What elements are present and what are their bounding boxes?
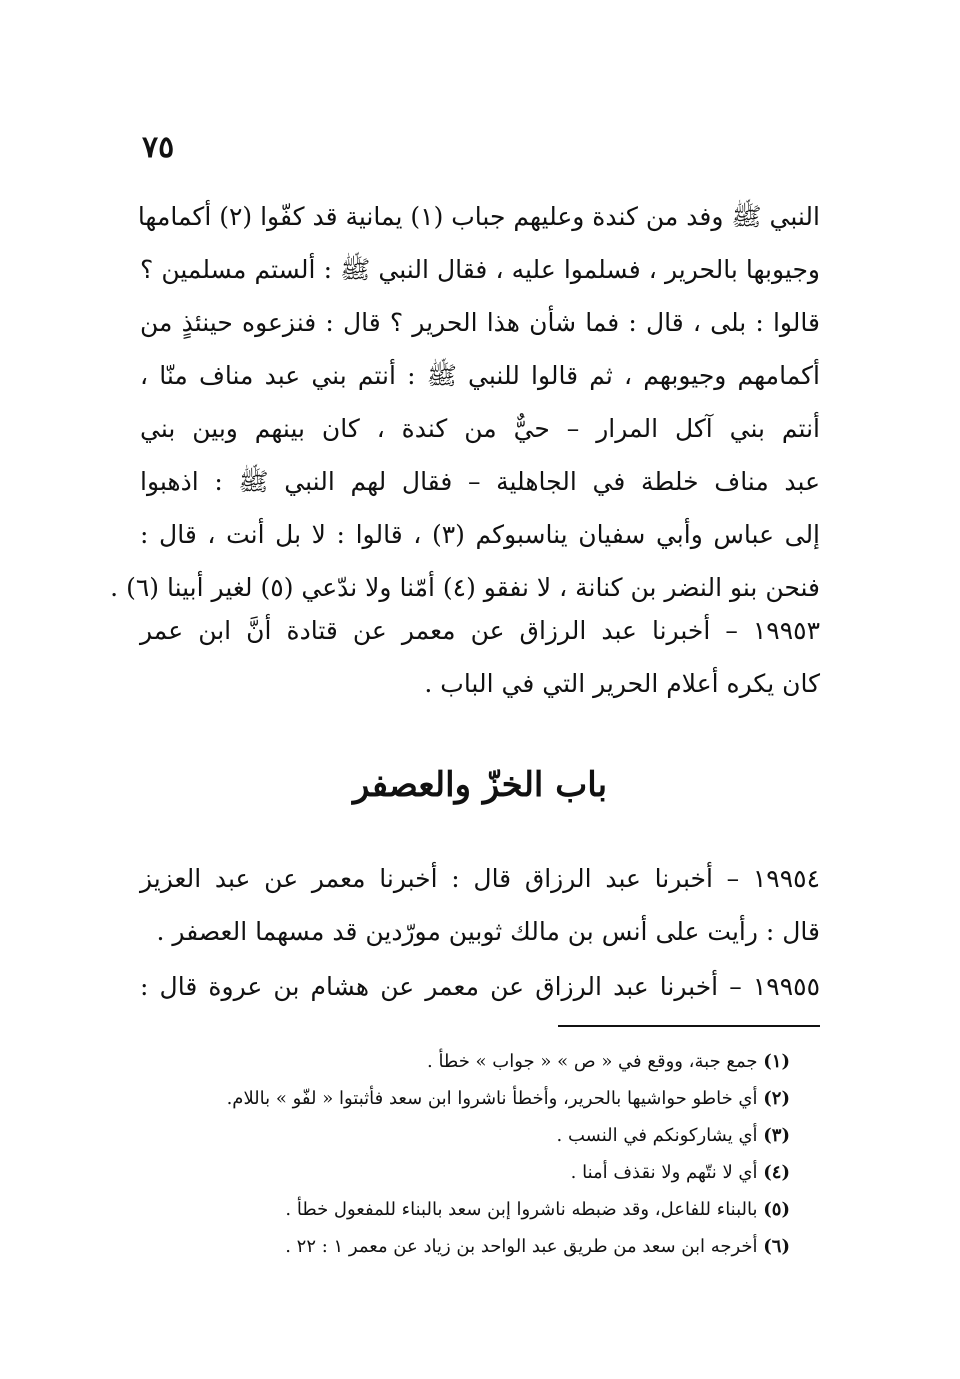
footnote bbox=[150, 1117, 790, 1154]
footnote-number: (٦) bbox=[763, 1236, 790, 1257]
text-line: أنتم بني آكل المرار – حيٌّ من كندة ، كان بينهم وبين بني bbox=[140, 414, 820, 443]
text-line: وجيوبها بالحرير ، فسلموا عليه ، فقال النبي ﷺ : ألستم مسلمين ؟ bbox=[140, 255, 820, 284]
text-line: إلى عباس وأبي سفيان يناسبوكم (٣) ، قالوا : لا بل أنت ، قال : bbox=[140, 520, 821, 549]
footnotes bbox=[150, 1043, 790, 1265]
chapter-title: باب الخزّ والعصفر bbox=[352, 765, 608, 805]
footnote-number: (١) bbox=[763, 1051, 790, 1072]
footnote-number: (٥) bbox=[763, 1199, 790, 1220]
text-line: عبد مناف خلطة في الجاهلية – فقال لهم النبي ﷺ : اذهبوا bbox=[140, 467, 820, 496]
footnote bbox=[150, 1080, 790, 1117]
footnote-text: بالبناء للفاعل، وقد ضبطه ناشروا إبن سعد بالبناء للمفعول خطأ . bbox=[285, 1199, 758, 1220]
text-line: أكمامهم وجيوبهم ، ثم قالوا للنبي ﷺ : أنتم بني عبد مناف منّا ، bbox=[140, 361, 820, 390]
text-line: النبي ﷺ وفد من كندة وعليهم جباب (١) يمانية قد كفّوا (٢) أكمامها bbox=[137, 202, 820, 231]
footnote-number: (٢) bbox=[763, 1088, 790, 1109]
footnote bbox=[150, 1228, 790, 1265]
text-line: كان يكره أعلام الحرير التي في الباب . bbox=[424, 669, 820, 698]
page-number: ٧٥ bbox=[142, 130, 175, 165]
footnote bbox=[150, 1191, 790, 1228]
footnote-number: (٣) bbox=[763, 1125, 790, 1146]
footnote-text: جمع جبة، ووقع في « ص » « جواب » خطأ . bbox=[427, 1051, 758, 1072]
footnote-text: أي يشاركونكم في النسب . bbox=[556, 1125, 758, 1146]
text-line: قال : رأيت على أنس بن مالك ثوبين مورّدين قد مسهما العصفر . bbox=[156, 917, 820, 946]
footnote bbox=[150, 1154, 790, 1191]
text-line: ١٩٩٥٤ – أخبرنا عبد الرزاق قال : أخبرنا معمر عن عبد العزيز bbox=[140, 864, 820, 893]
footnote bbox=[150, 1043, 790, 1080]
text-line: قالوا : بلى ، قال : فما شأن هذا الحرير ؟ قال : فنزعوه حينئذٍ من bbox=[140, 308, 820, 337]
footnote-divider bbox=[558, 1025, 820, 1027]
text-line: ١٩٩٥٣ – أخبرنا عبد الرزاق عن معمر عن قتادة أنَّ ابن عمر bbox=[140, 616, 820, 645]
footnote-number: (٤) bbox=[763, 1162, 790, 1183]
footnote-text: أي لا نتّهم ولا نقذف أمنا . bbox=[570, 1162, 758, 1183]
footnote-text: أخرجه ابن سعد من طريق عبد الواحد بن زياد عن معمر ١ : ٢٢ . bbox=[285, 1236, 758, 1257]
hadith-19953 bbox=[140, 604, 820, 710]
hadith-continuation bbox=[110, 190, 821, 614]
text-line: فنحن بنو النضر بن كنانة ، لا نفقو (٤) أمّنا ولا ندّعي (٥) لغير أبينا (٦) . bbox=[110, 573, 820, 602]
hadith-19954 bbox=[140, 852, 820, 958]
footnote-text: أي خاطو حواشيها بالحرير، وأخطأ ناشروا ابن سعد فأثبتوا « لفّو » باللام. bbox=[226, 1088, 758, 1109]
hadith-19955 bbox=[140, 960, 820, 1013]
text-line: ١٩٩٥٥ – أخبرنا عبد الرزاق عن معمر عن هشام بن عروة قال : bbox=[140, 972, 820, 1001]
